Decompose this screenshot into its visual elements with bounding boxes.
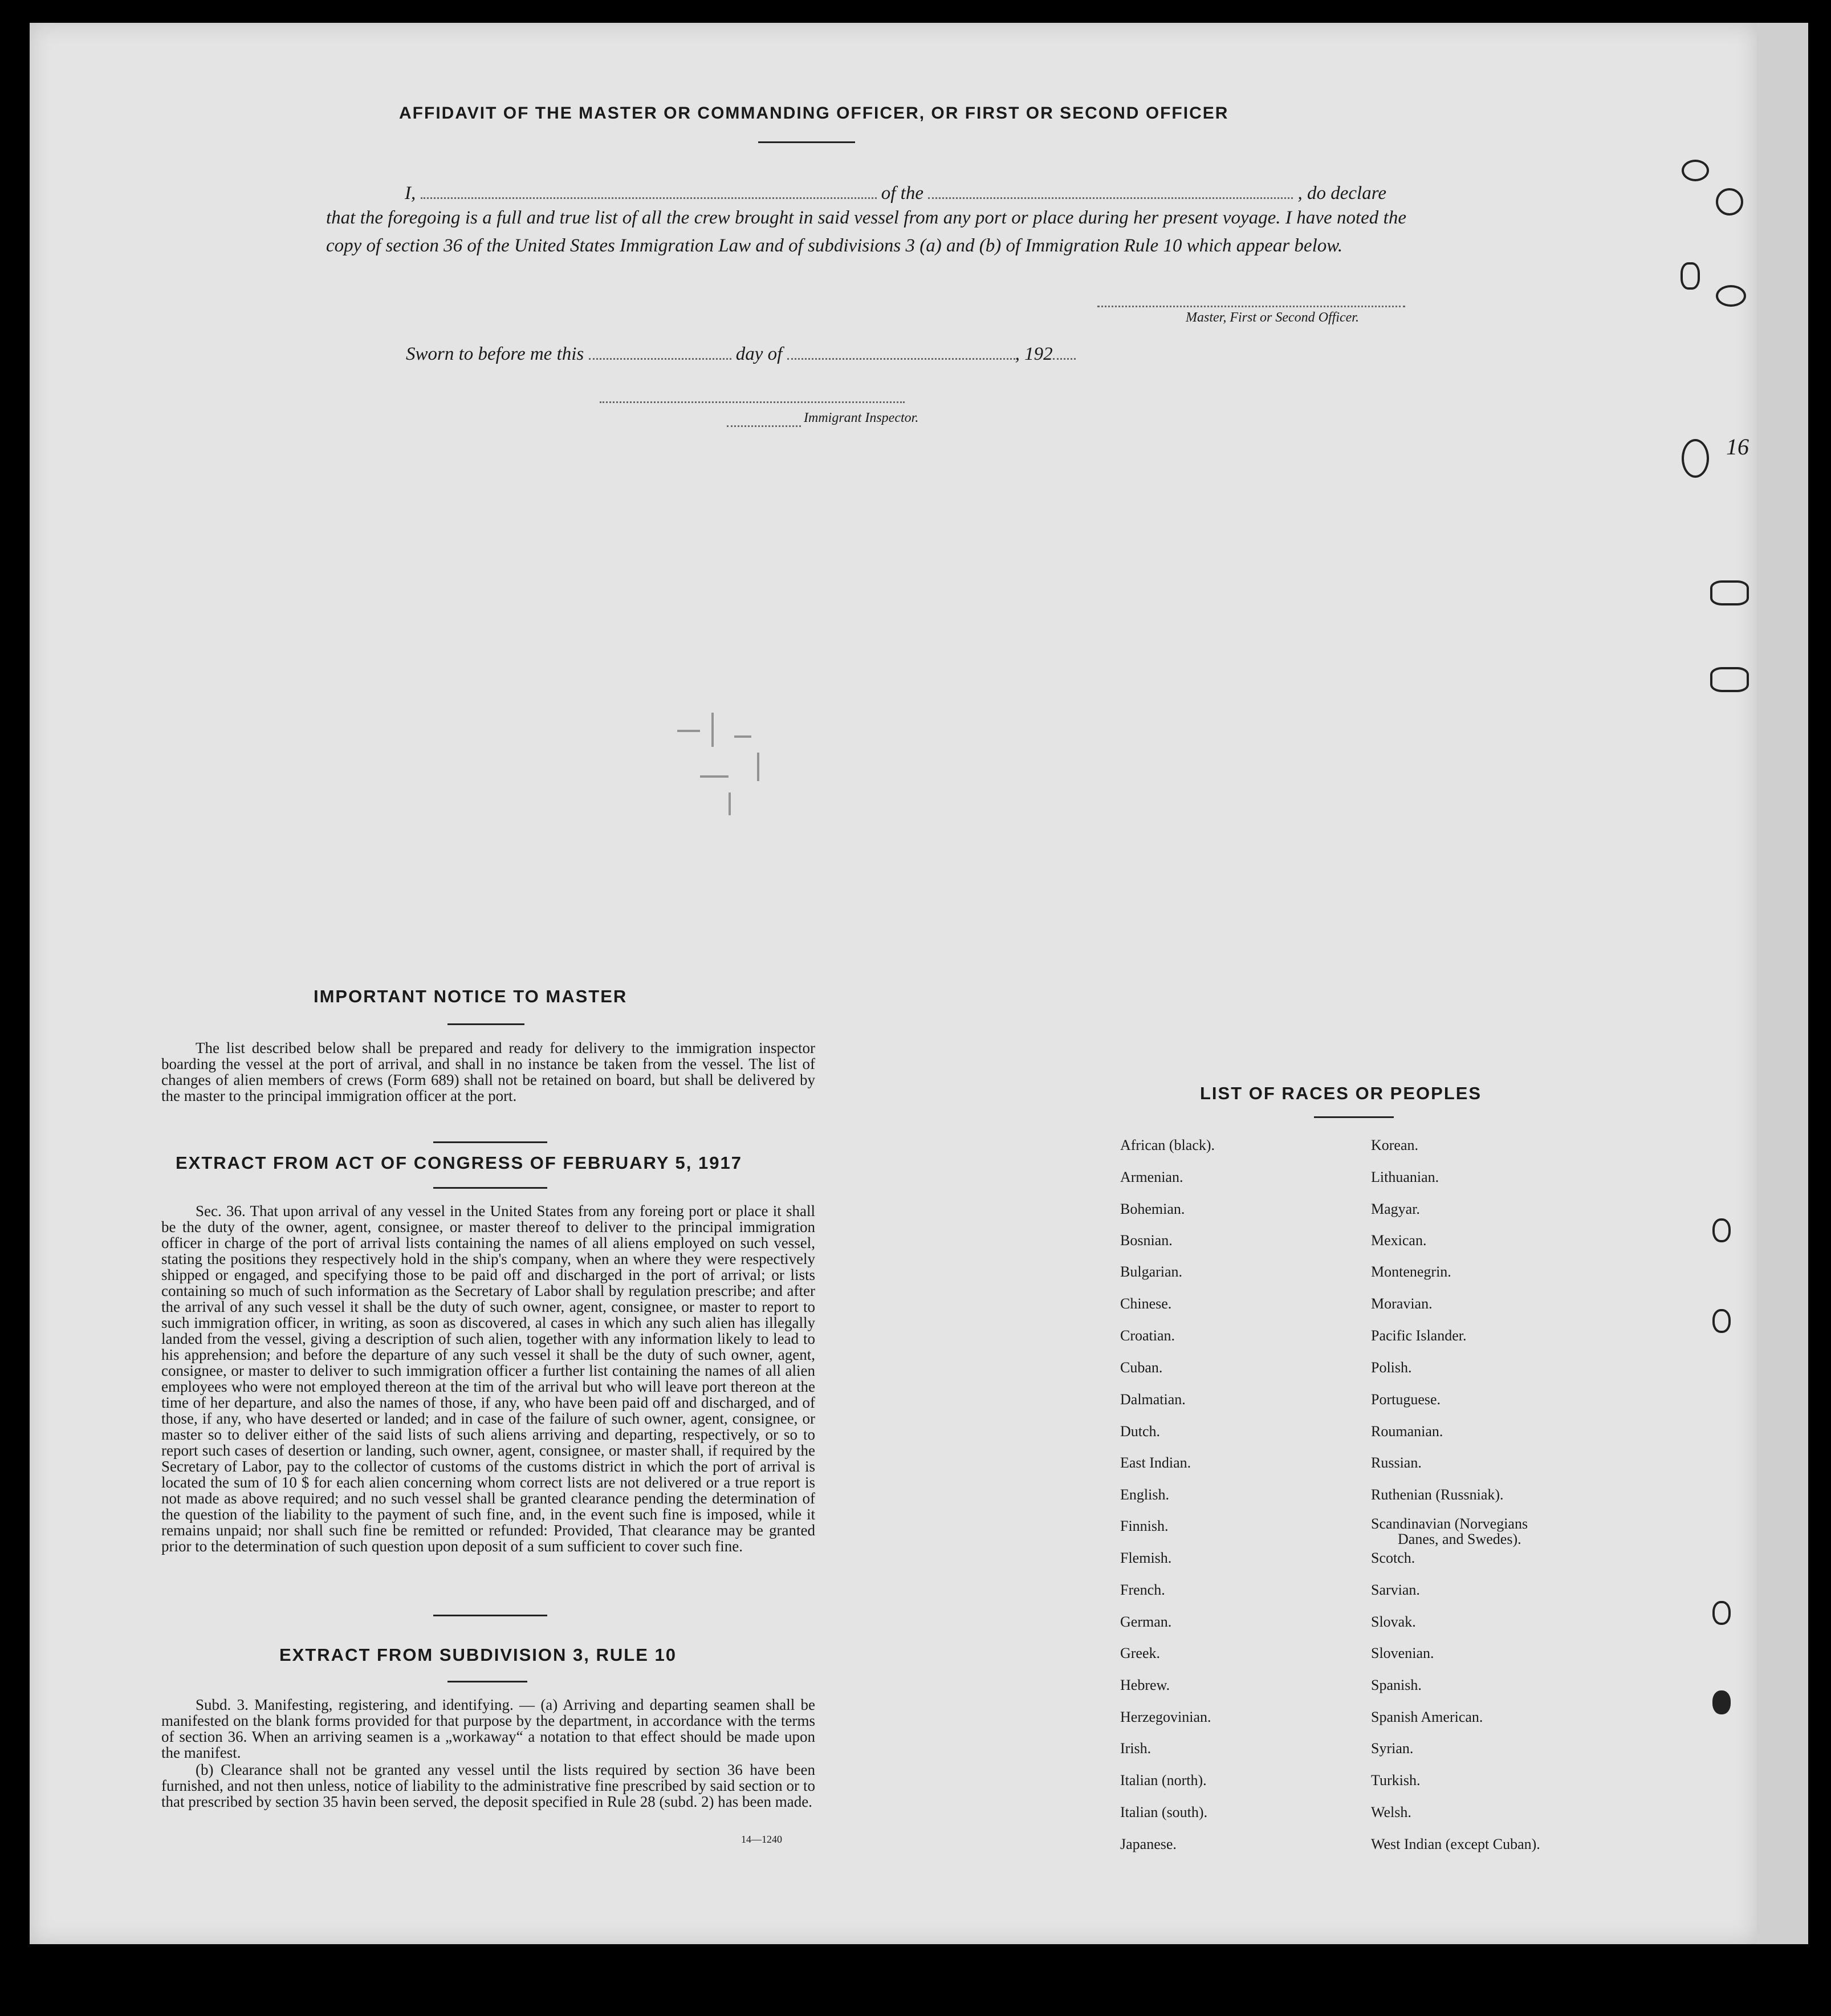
race-left-item: Herzegovinian. xyxy=(1120,1709,1211,1725)
race-left-item: English. xyxy=(1120,1486,1169,1503)
race-right-item: Ruthenian (Russniak). xyxy=(1371,1486,1504,1503)
race-right-item: Korean. xyxy=(1371,1137,1419,1153)
act-text: Sec. 36. That upon arrival of any vessel in the United States from any foreing port or place it shall be the duty of the owner, agent, consignee, or master thereof to deliver to the principal immigration officer in charge of the port of arrival lists containing the names of all aliens employed on such vessel, stating the positions they respectively hold in the ship's company, when an where they were respectively shipped or engaged, and specifying those to be paid off and discharged in the port of arrival; or lists containing so much of such information as the Secretary of Labor shall by regulation prescribe; and after the arrival of any such vessel it shall be the duty of such owner, agent, consignee, or master to report to such immigration officer, in writing, as soon as discovered, al cases in which any such alien has illegally landed from the vessel, giving a description of such alien, together with any information likely to lead to his apprehension; and before the departure of any such vessel it shall be the duty of such owner, agent, consignee, or master to deliver to such immigration officer a further list containing the names of all alien employees who were not employed thereon at the tim of the arrival but who will leave port thereon at the time of her departure, and also the names of those, if any, who have been paid off and discharged, and of those, if any, who have deserted or landed; and in case of the failure of such owner, agent, consignee, or master so to deliver either of the said lists of such aliens arriving and departing, respectively, or so to report such cases of desertion or landing, such owner, agent, consignee, or master shall, if required by the Secretary of Labor, pay to the collector of customs of the customs district in which the port of arrival is located the sum of 10 $ for each alien concerning whom correct lists are not delivered or a true report is not made as above required; and no such vessel shall be granted clearance pending the determination of the question of the liability to the payment of such fine, and, in the event such fine is imposed, while it remains unpaid; nor shall such fine be remitted or refunded: Provided, That clearance may be granted prior to the determination of such question upon deposit of a sum sufficient to cover such fine. xyxy=(161,1202,815,1555)
affidavit-title: AFFIDAVIT OF THE MASTER OR COMMANDING OFFICER, OR FIRST OR SECOND OFFICER xyxy=(399,104,1229,123)
race-right-item: Roumanian. xyxy=(1371,1423,1443,1440)
act-top-rule xyxy=(433,1141,547,1143)
act-bottom-rule xyxy=(433,1615,547,1616)
sworn-day-label: day of xyxy=(735,344,783,364)
rule-title: EXTRACT FROM SUBDIVISION 3, RULE 10 xyxy=(279,1645,677,1665)
declare-i-label: I, xyxy=(405,183,416,204)
race-left-item: Finnish. xyxy=(1120,1518,1169,1534)
race-left-item: Italian (south). xyxy=(1120,1804,1208,1820)
race-right-item: Syrian. xyxy=(1371,1740,1414,1757)
binding-hole-mark xyxy=(1712,1309,1731,1333)
race-left-item: Croatian. xyxy=(1120,1327,1175,1344)
race-right-item: Montenegrin. xyxy=(1371,1263,1451,1280)
sworn-year-label: , 192 xyxy=(1015,344,1053,364)
faint-stamp-mark xyxy=(666,707,803,827)
rule-text-a: Subd. 3. Manifesting, registering, and identifying. — (a) Arriving and departing seamen shall be manifested on the blank forms provided for that purpose by the department, in accordance with the terms of section 36. When an arriving seamen is a „workaway“ a notation to that effect should be made upon the manifest. xyxy=(161,1696,815,1761)
race-left-item: Flemish. xyxy=(1120,1550,1172,1566)
page-edge xyxy=(1757,23,1808,1944)
races-title-rule xyxy=(1314,1116,1394,1118)
race-left-item: Bohemian. xyxy=(1120,1201,1185,1217)
vessel-name-field[interactable] xyxy=(928,180,1293,199)
sworn-month-field[interactable] xyxy=(787,341,1015,360)
race-left-item: Bulgarian. xyxy=(1120,1263,1183,1280)
binding-hole-mark xyxy=(1682,160,1709,181)
notice-title: IMPORTANT NOTICE TO MASTER xyxy=(314,986,628,1006)
affidavit-title-rule xyxy=(758,141,855,143)
binding-hole-mark xyxy=(1716,285,1746,307)
race-left-item: Irish. xyxy=(1120,1740,1152,1757)
rule-text-b: (b) Clearance shall not be granted any vessel until the lists required by section 36 have been furnished, and not then unless, notice of liability to the administrative fine prescribed by said section or to that prescribed by section 35 havin been served, the deposit specified in Rule 28 (subd. 2) has been made. xyxy=(161,1761,815,1810)
race-left-item: Dalmatian. xyxy=(1120,1391,1186,1408)
races-title: LIST OF RACES OR PEOPLES xyxy=(1200,1083,1482,1103)
binding-hole-mark xyxy=(1681,262,1700,290)
race-right-item: Spanish. xyxy=(1371,1677,1422,1693)
race-left-item: French. xyxy=(1120,1582,1165,1598)
notice-text: The list described below shall be prepared and ready for delivery to the immigration inspector boarding the vessel at the port of arrival, and shall in no instance be taken from the vessel. The list of changes of alien members of crews (Form 689) shall not be retained on board, but shall be delivered by the master to the principal immigration officer at the port. xyxy=(161,1039,815,1104)
race-left-item: German. xyxy=(1120,1613,1172,1630)
signature-line[interactable] xyxy=(1097,306,1405,307)
sworn-year-field[interactable] xyxy=(1053,341,1076,360)
signature-label: Master, First or Second Officer. xyxy=(1186,310,1359,325)
declare-of-the-label: of the xyxy=(881,183,923,204)
race-left-item: Chinese. xyxy=(1120,1295,1172,1312)
inspector-line-2 xyxy=(727,425,801,427)
race-right-item: Moravian. xyxy=(1371,1295,1433,1312)
act-title: EXTRACT FROM ACT OF CONGRESS OF FEBRUARY 5, 1917 xyxy=(176,1153,742,1173)
binding-hole-mark xyxy=(1712,1690,1731,1714)
affidavit-paragraph: that the foregoing is a full and true list of all the crew brought in said vessel from any port or place during her present voyage. I have noted the copy of section 36 of the United States Immigration Law and of subdivisions 3 (a) and (b) of Immigration Rule 10 which appear below. xyxy=(326,208,1406,256)
notice-title-rule xyxy=(447,1023,524,1025)
race-right-item: Portuguese. xyxy=(1371,1391,1441,1408)
binding-hole-mark xyxy=(1682,439,1709,478)
declare-end-label: , do declare xyxy=(1297,183,1386,204)
binding-hole-mark xyxy=(1710,667,1749,692)
race-left-item: Greek. xyxy=(1120,1645,1161,1661)
margin-number: 16 xyxy=(1726,434,1749,460)
race-left-item: Cuban. xyxy=(1120,1359,1163,1376)
race-left-item: East Indian. xyxy=(1120,1454,1191,1471)
binding-hole-mark xyxy=(1712,1601,1731,1625)
inspector-label: Immigrant Inspector. xyxy=(804,410,919,425)
race-right-item: Slovenian. xyxy=(1371,1645,1434,1661)
race-right-item: Turkish. xyxy=(1371,1772,1421,1789)
race-right-item: Sarvian. xyxy=(1371,1582,1420,1598)
race-right-item: Scotch. xyxy=(1371,1550,1415,1566)
race-right-item: Spanish American. xyxy=(1371,1709,1483,1725)
race-right-item: Magyar. xyxy=(1371,1201,1420,1217)
act-title-rule xyxy=(433,1187,547,1189)
race-left-item: Japanese. xyxy=(1120,1836,1177,1852)
race-left-item: Armenian. xyxy=(1120,1169,1183,1185)
race-left-item: Italian (north). xyxy=(1120,1772,1207,1789)
binding-hole-mark xyxy=(1712,1218,1731,1242)
race-right-item: Welsh. xyxy=(1371,1804,1411,1820)
race-left-item: Dutch. xyxy=(1120,1423,1161,1440)
form-number: 14—1240 xyxy=(741,1834,782,1845)
sworn-label: Sworn to before me this xyxy=(406,344,584,364)
race-right-item: Lithuanian. xyxy=(1371,1169,1439,1185)
sworn-line xyxy=(406,341,1076,365)
race-left-item: Hebrew. xyxy=(1120,1677,1170,1693)
declarant-name-field[interactable] xyxy=(421,180,877,199)
binding-hole-mark xyxy=(1710,580,1749,605)
binding-hole-mark xyxy=(1716,188,1743,216)
race-right-item: Danes, and Swedes). xyxy=(1398,1531,1521,1547)
race-right-item: Scandinavian (Norvegians xyxy=(1371,1515,1528,1532)
race-right-item: Mexican. xyxy=(1371,1232,1427,1249)
race-right-item: Pacific Islander. xyxy=(1371,1327,1467,1344)
affidavit-declare-line xyxy=(405,180,1408,204)
race-right-item: West Indian (except Cuban). xyxy=(1371,1836,1540,1852)
race-left-item: Bosnian. xyxy=(1120,1232,1173,1249)
rule-title-rule xyxy=(447,1681,527,1682)
race-right-item: Russian. xyxy=(1371,1454,1422,1471)
race-left-item: African (black). xyxy=(1120,1137,1215,1153)
inspector-signature-line[interactable] xyxy=(600,401,905,403)
race-right-item: Slovak. xyxy=(1371,1613,1416,1630)
race-right-item: Polish. xyxy=(1371,1359,1412,1376)
sworn-date-field[interactable] xyxy=(589,341,731,360)
